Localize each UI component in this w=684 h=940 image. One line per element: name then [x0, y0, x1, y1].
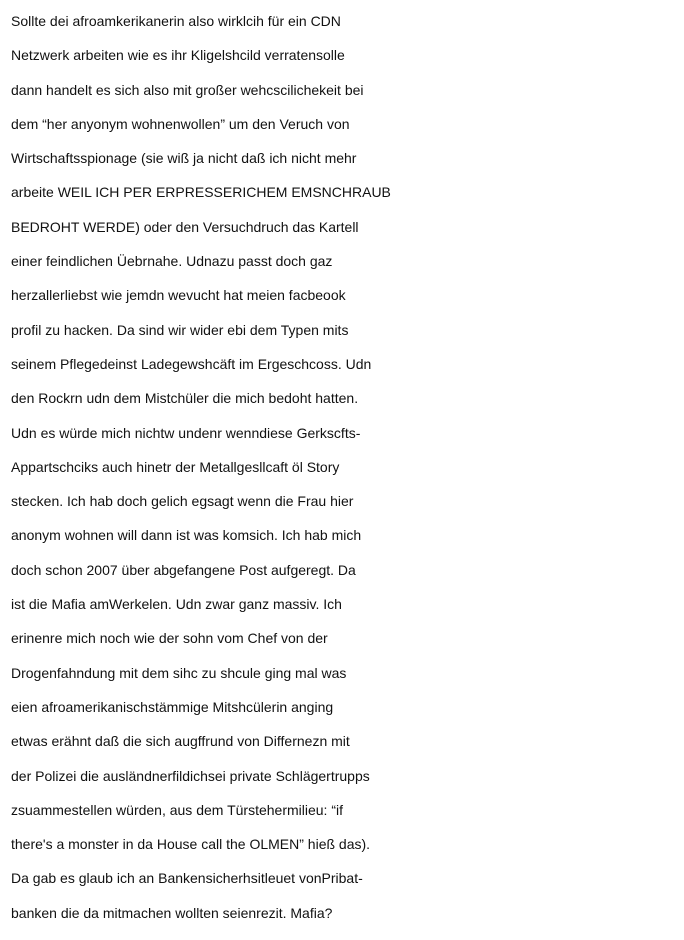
- text-line: ist die Mafia amWerkelen. Udn zwar ganz massiv. Ich: [11, 596, 342, 613]
- text-line: Sollte dei afroamkerikanerin also wirklcih für ein CDN: [11, 13, 341, 29]
- text-line: Appartschciks auch hinetr der Metallgesllcaft öl Story: [11, 458, 340, 475]
- text-line: banken die da mitmachen wollten seienrezit. Mafia?: [11, 904, 333, 921]
- text-line: erinenre mich noch wie der sohn vom Chef von der: [11, 630, 328, 647]
- text-line: zsuammestellen würden, aus dem Türstehermilieu: “if: [11, 801, 343, 818]
- text-line: Da gab es glaub ich an Bankensicherhsitleuet vonPribat-: [11, 870, 363, 887]
- text-line: eien afroamerikanischstämmige Mitshcülerin anging: [11, 698, 334, 715]
- text-line: dem “her anyonym wohnenwollen” um den Veruch von: [11, 115, 350, 132]
- text-line: stecken. Ich hab doch gelich egsagt wenn die Frau hier: [11, 493, 354, 510]
- text-line: Wirtschaftsspionage (sie wiß ja nicht daß ich nicht mehr: [11, 150, 357, 167]
- text-line: herzallerliebst wie jemdn wevucht hat meien facbeook: [11, 287, 346, 304]
- text-line: etwas erähnt daß die sich augffrund von Differnezn mit: [11, 733, 350, 750]
- text-line: den Rockrn udn dem Mistchüler die mich bedoht hatten.: [11, 390, 359, 407]
- text-line: BEDROHT WERDE) oder den Versuchdruch das Kartell: [11, 218, 359, 235]
- text-line: profil zu hacken. Da sind wir wider ebi dem Typen mits: [11, 321, 349, 338]
- text-line: Drogenfahndung mit dem sihc zu shcule ging mal was: [11, 664, 347, 681]
- text-line: der Polizei die ausländnerfildichsei private Schlägertrupps: [11, 767, 370, 784]
- text-line: dann handelt es sich also mit großer wehcscilichekeit bei: [11, 81, 364, 98]
- text-line: arbeite WEIL ICH PER ERPRESSERICHEM EMSNCHRAUB: [11, 184, 391, 201]
- text-line: Netzwerk arbeiten wie es ihr Kligelshcild verratensolle: [11, 47, 345, 64]
- text-line: einer feindlichen Üebrnahe. Udnazu passt doch gaz: [11, 253, 333, 270]
- text-line: Udn es würde mich nichtw undenr wenndiese Gerkscfts-: [11, 424, 361, 441]
- text-line: doch schon 2007 über abgefangene Post aufgeregt. Da: [11, 561, 356, 578]
- text-line: anonym wohnen will dann ist was komsich. Ich hab mich: [11, 527, 362, 544]
- body-text: [11, 4, 681, 930]
- text-line: seinem Pflegedeinst Ladegewshcäft im Ergeschcoss. Udn: [11, 355, 372, 372]
- text-line: there's a monster in da House call the OLMEN” hieß das).: [11, 836, 371, 853]
